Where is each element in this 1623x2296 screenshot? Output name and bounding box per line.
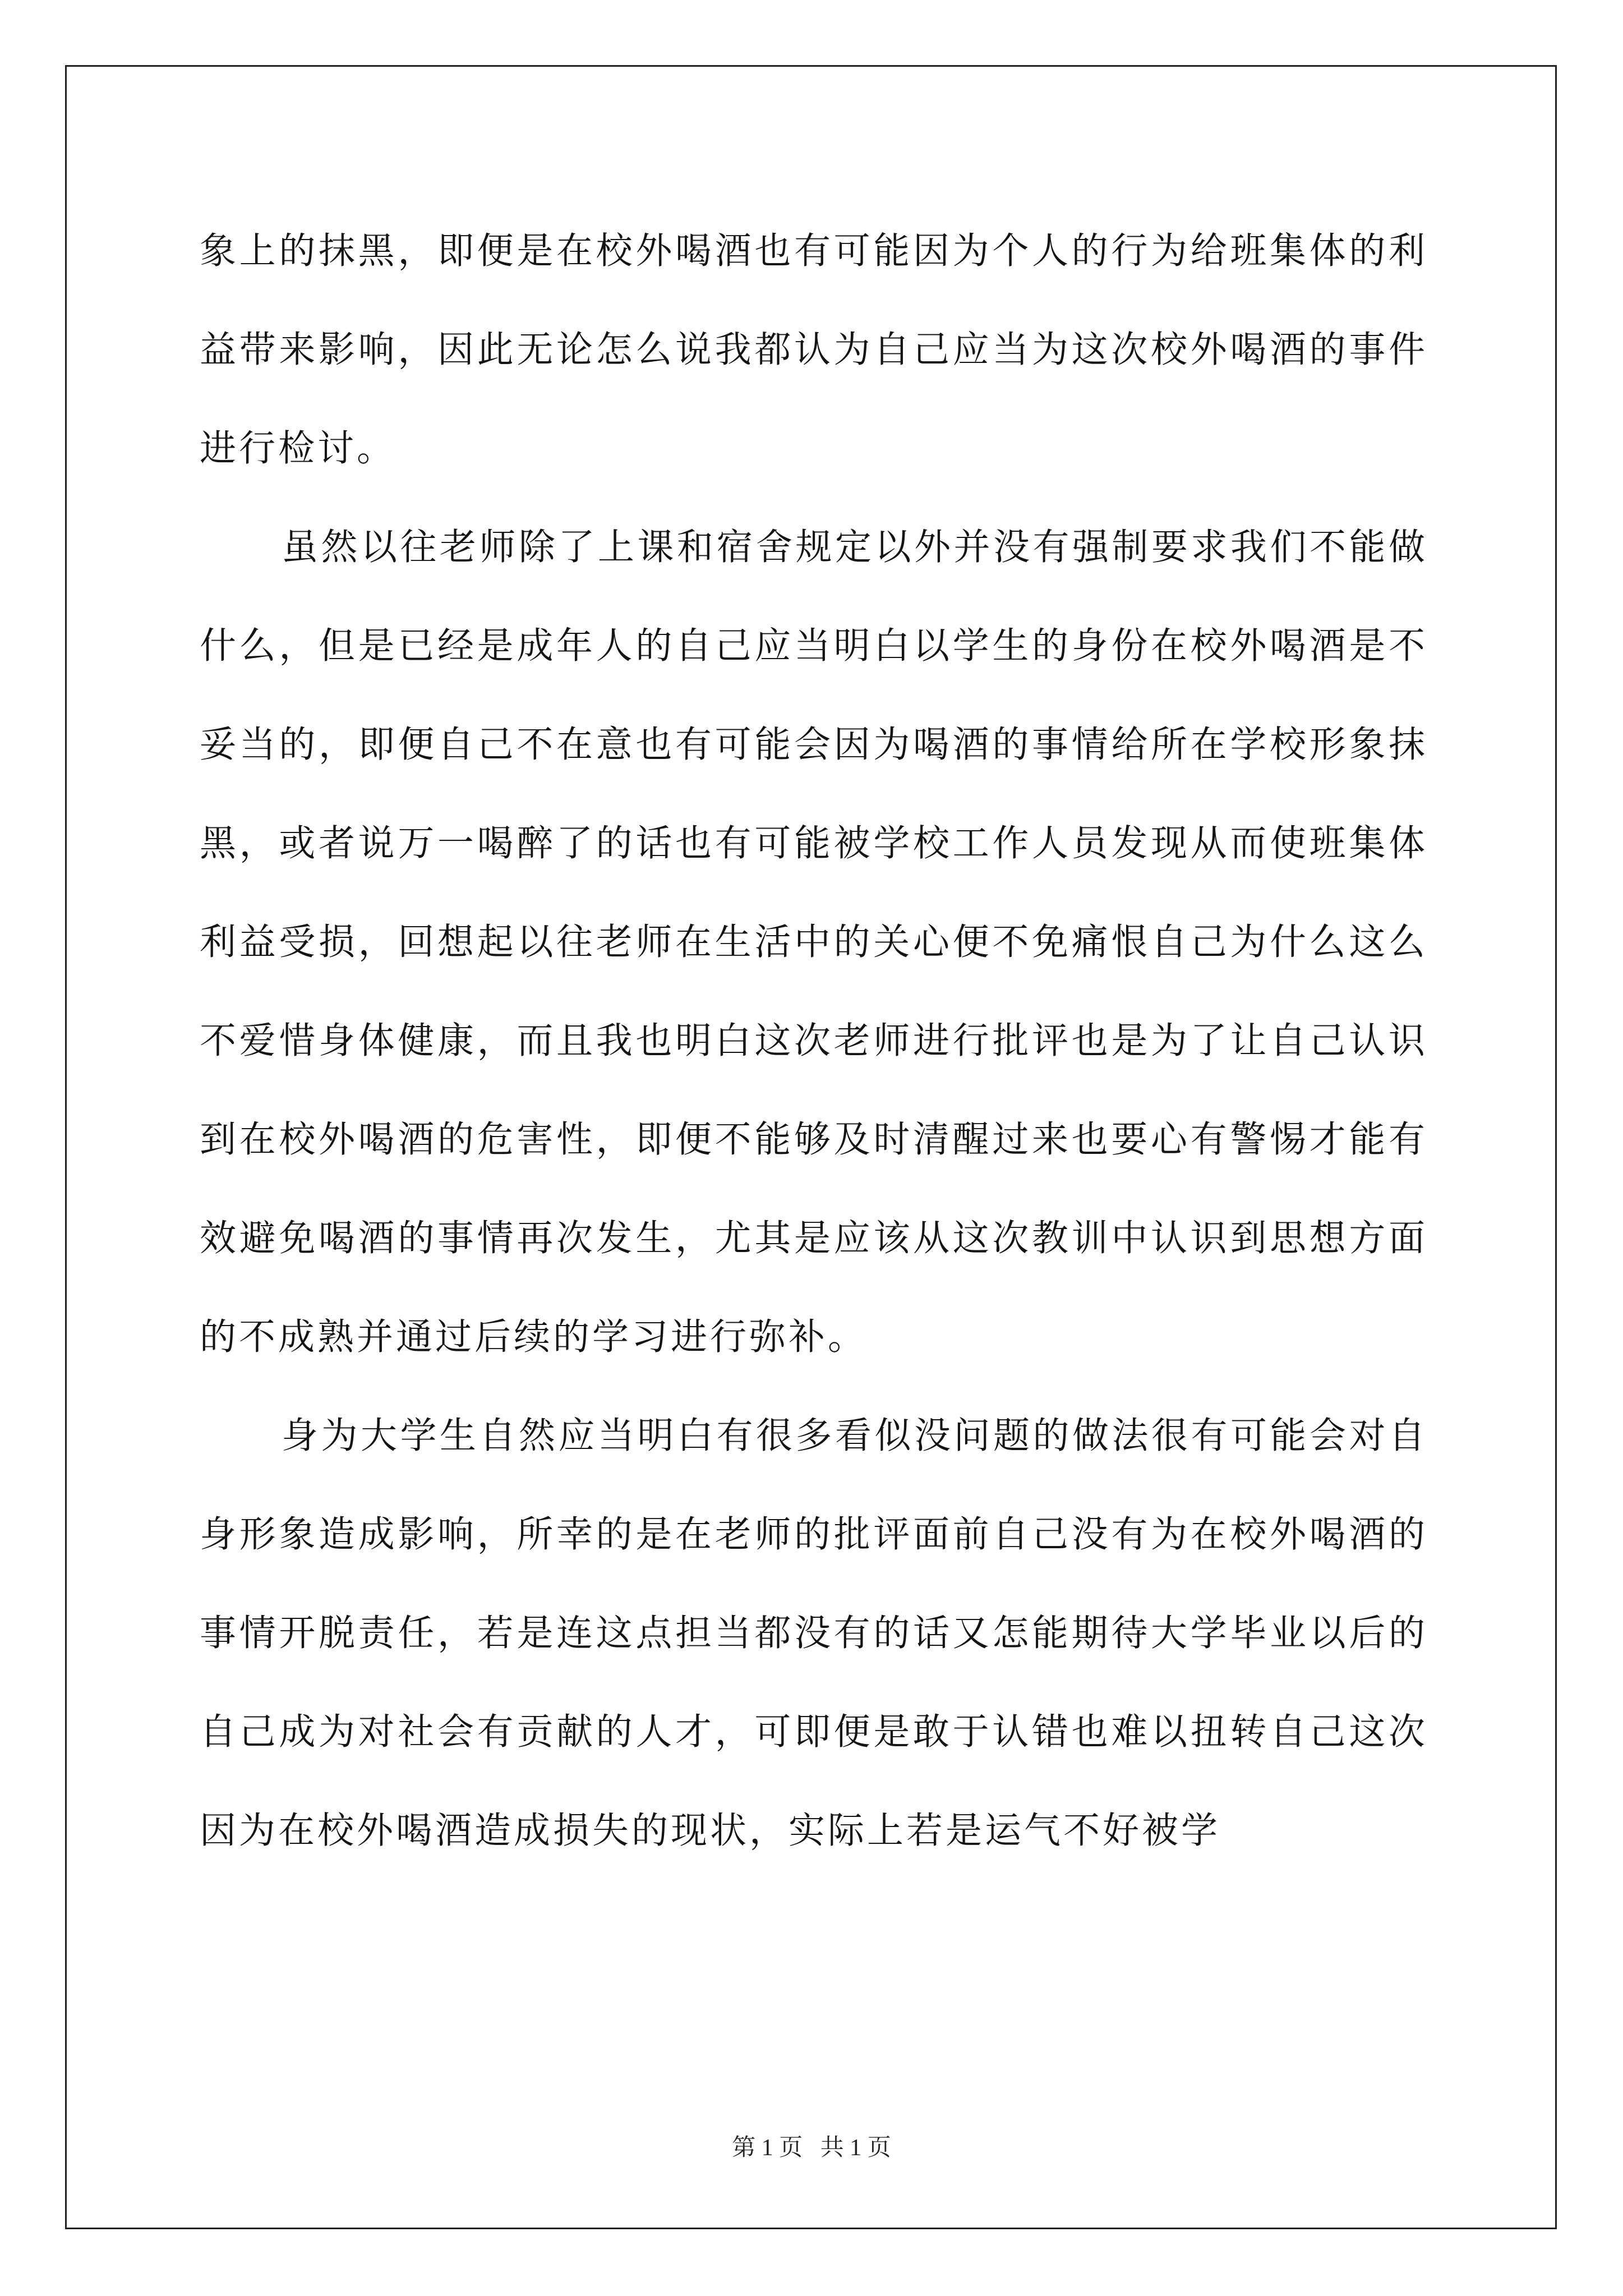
paragraph-3: 身为大学生自然应当明白有很多看似没问题的做法很有可能会对自身形象造成影响，所幸的是在老师的批评面前自己没有为在校外喝酒的事情开脱责任，若是连这点担当都没有的话又怎能期待大学毕业以后的自己成为对社会有贡献的人才，可即便是敢于认错也难以扭转自己这次因为在校外喝酒造成损失的现状，实际上若是运气不好被学 xyxy=(200,1415,1428,1852)
paragraph-2: 虽然以往老师除了上课和宿舍规定以外并没有强制要求我们不能做什么，但是已经是成年人的自己应当明白以学生的身份在校外喝酒是不妥当的，即便自己不在意也有可能会因为喝酒的事情给所在学校形象抹黑，或者说万一喝醉了的话也有可能被学校工作人员发现从而使班集体利益受损，回想起以往老师在生活中的关心便不免痛恨自己为什么这么不爱惜身体健康，而且我也明白这次老师进行批评也是为了让自己认识到在校外喝酒的危害性，即便不能够及时清醒过来也要心有警惕才能有效避免喝酒的事情再次发生，尤其是应该从这次教训中认识到思想方面的不成熟并通过后续的学习进行弥补。 xyxy=(200,526,1428,1358)
document-body xyxy=(200,202,1428,1880)
page-number-footer: 第 1 页 共 1 页 xyxy=(732,2135,891,2161)
paragraph-1: 象上的抹黑，即便是在校外喝酒也有可能因为个人的行为给班集体的利益带来影响，因此无论怎么说我都认为自己应当为这次校外喝酒的事件进行检讨。 xyxy=(200,230,1428,470)
